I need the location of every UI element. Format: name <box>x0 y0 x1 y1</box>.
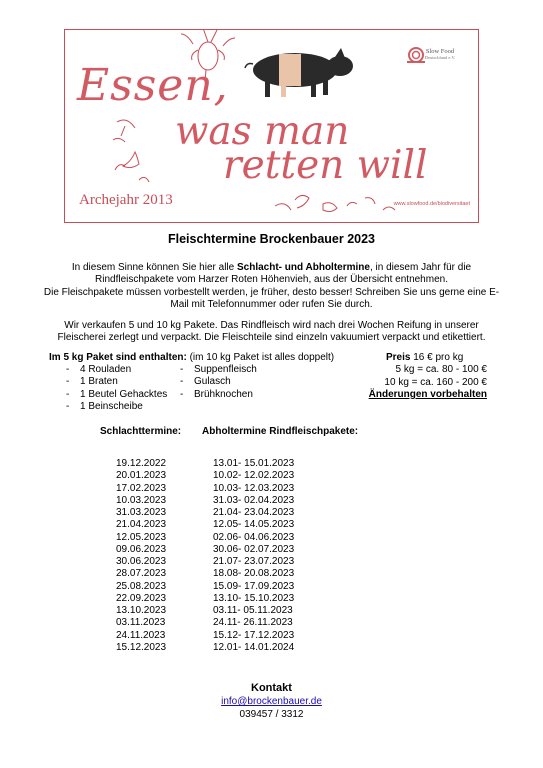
slaughter-date: 10.03.2023 <box>116 494 167 506</box>
slaughter-date: 21.04.2023 <box>116 519 167 531</box>
pickup-header: Abholtermine Rindfleischpakete: <box>202 426 359 437</box>
slowfood-subtitle: Deutschland e.V. <box>424 55 456 60</box>
pickup-date: 21.07- 23.07.2023 <box>213 556 295 567</box>
intro-p1-a: In diesem Sinne können Sie hier alle <box>71 262 237 273</box>
slaughter-date: 09.06.2023 <box>116 543 167 555</box>
intro-p1-c: Die Fleischpakete müssen vorbestellt werden, je früher, desto besser! Schreiben Sie uns gerne eine E-Mail mit Telefonnummer oder rufen Sie durch. <box>43 286 500 310</box>
archejahr-label: Archejahr 2013 <box>79 192 173 208</box>
slaughter-date: 24.11.2023 <box>116 629 166 641</box>
pickup-date: 12.01- 14.01.2024 <box>213 641 295 653</box>
intro-p1-b: , in diesem Jahr für die Rindfleischpakete vom Harzer Roten Höhenvieh, aus der Übersicht entnehmen. <box>95 262 472 286</box>
banner-headline-line1: Essen, <box>77 60 229 111</box>
pickup-date: 12.05- 14.05.2023 <box>213 519 295 531</box>
slaughter-date: 31.03.2023 <box>116 507 167 518</box>
pickup-date: 03.11- 05.11.2023 <box>213 605 293 616</box>
slaughter-date: 15.12.2023 <box>116 641 167 653</box>
slaughter-date: 17.02.2023 <box>116 482 167 494</box>
intro-paragraph-1 <box>40 262 503 311</box>
vegetable-illustration-right <box>275 195 395 211</box>
contact-email-link[interactable]: info@brockenbauer.de <box>221 696 322 708</box>
pig-illustration <box>245 48 353 97</box>
banner-headline-line3: retten will <box>223 143 428 188</box>
package-contents <box>49 352 334 414</box>
slowfood-name: Slow Food <box>425 48 455 55</box>
price-heading: Preis 16 € pro kg <box>386 352 464 363</box>
pickup-dates-list <box>213 458 294 654</box>
pickup-date: 10.03- 12.03.2023 <box>213 482 295 494</box>
banner <box>64 29 479 223</box>
package-heading <box>49 352 334 364</box>
slaughter-date: 28.07.2023 <box>116 568 167 580</box>
slaughter-date: 30.06.2023 <box>116 556 167 567</box>
snail-icon <box>405 46 427 64</box>
slaughter-date: 12.05.2023 <box>116 531 167 543</box>
package-item: - Gulasch <box>180 376 231 388</box>
pickup-date: 18.08- 20.08.2023 <box>213 568 295 580</box>
package-item: - 1 Beinscheibe <box>66 400 143 412</box>
package-item: - 4 Rouladen <box>66 364 132 376</box>
package-heading-bold: Im 5 kg Paket sind enthalten: <box>49 352 187 363</box>
slaughter-date: 03.11.2023 <box>116 617 166 629</box>
slaughter-date: 19.12.2022 <box>116 458 167 469</box>
pickup-date: 13.10- 15.10.2023 <box>213 592 295 604</box>
slowfood-logo <box>405 46 475 60</box>
package-item: - Brühknochen <box>180 388 253 400</box>
pickup-date: 02.06- 04.06.2023 <box>213 531 295 543</box>
price-line-5kg: 5 kg = ca. 80 - 100 € <box>395 364 487 376</box>
package-item: - 1 Braten <box>66 376 118 388</box>
pickup-date: 30.06- 02.07.2023 <box>213 543 295 555</box>
package-item: - 1 Beutel Gehacktes <box>66 388 168 400</box>
banner-headline-line2: was man <box>175 109 350 154</box>
slaughter-date: 13.10.2023 <box>116 605 167 616</box>
intro-p1-bold: Schlacht- und Abholtermine <box>236 262 370 273</box>
slowfood-url: www.slowfood.de/biodiversitaet <box>393 201 470 207</box>
contact-block <box>0 682 543 721</box>
price-line-10kg: 10 kg = ca. 160 - 200 € <box>384 376 487 388</box>
intro-text <box>40 262 503 354</box>
price-note: Änderungen vorbehalten <box>368 388 487 400</box>
intro-paragraph-2: Wir verkaufen 5 und 10 kg Pakete. Das Rindfleisch wird nach drei Wochen Reifung in unserer Fleischerei zerlegt und verpackt. Die Fleischteile sind einzeln vakuumiert verpackt und etikettiert. <box>57 320 486 344</box>
price-box <box>367 352 487 401</box>
pickup-date: 15.12- 17.12.2023 <box>213 629 295 641</box>
package-item: - Suppenfleisch <box>180 364 257 376</box>
page-title: Fleischtermine Brockenbauer 2023 <box>167 232 376 246</box>
pickup-date: 24.11- 26.11.2023 <box>213 617 293 629</box>
vegetable-illustration-left <box>113 120 149 182</box>
slaughter-date: 20.01.2023 <box>116 470 167 482</box>
slaughter-header: Schlachttermine: <box>100 426 182 437</box>
pickup-date: 10.02- 12.02.2023 <box>213 470 295 482</box>
slaughter-dates-list <box>116 458 166 654</box>
contact-heading: Kontakt <box>251 682 292 694</box>
contact-phone: 039457 / 3312 <box>239 708 304 720</box>
slaughter-date: 22.09.2023 <box>116 592 167 604</box>
pickup-date: 15.09- 17.09.2023 <box>213 580 295 592</box>
slaughter-date: 25.08.2023 <box>116 580 167 592</box>
package-heading-note: (im 10 kg Paket ist alles doppelt) <box>186 352 335 363</box>
pickup-date: 13.01- 15.01.2023 <box>213 458 295 469</box>
pickup-date: 31.03- 02.04.2023 <box>213 494 295 506</box>
pickup-date: 21.04- 23.04.2023 <box>213 507 295 518</box>
